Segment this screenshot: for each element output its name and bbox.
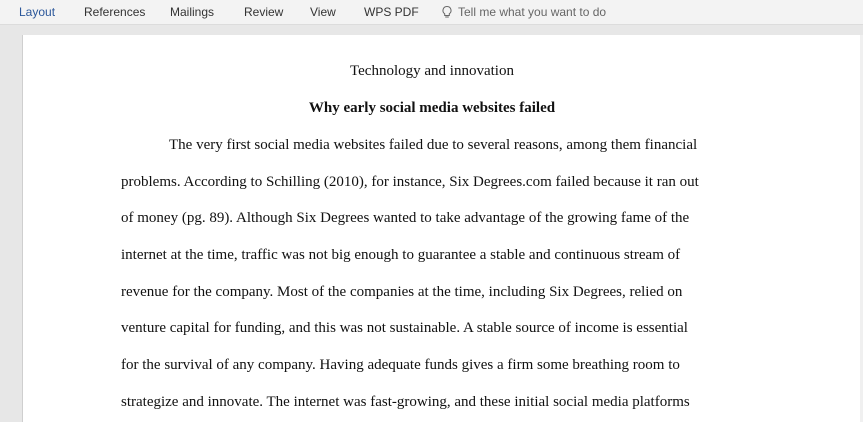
- tab-view[interactable]: View: [310, 5, 336, 19]
- document-title: Technology and innovation: [350, 63, 514, 79]
- tell-me-text: Tell me what you want to do: [458, 5, 607, 19]
- section-heading: Why early social media websites failed: [308, 100, 556, 116]
- page-edge: [22, 35, 23, 422]
- tell-me-search[interactable]: [440, 5, 606, 19]
- tab-references[interactable]: References: [84, 5, 146, 19]
- tab-review[interactable]: Review: [244, 5, 284, 19]
- tab-layout[interactable]: Layout: [19, 5, 56, 19]
- paragraph-line: strategize and innovate. The internet was fast-growing, and these initial social media platforms: [121, 394, 690, 410]
- paragraph-line: problems. According to Schilling (2010), for instance, Six Degrees.com failed because it ran out: [121, 174, 699, 190]
- tab-wps-pdf[interactable]: WPS PDF: [364, 5, 419, 19]
- paragraph-line: for the survival of any company. Having adequate funds gives a firm some breathing room to: [121, 357, 680, 373]
- lightbulb-icon: [440, 5, 454, 19]
- paragraph-line: revenue for the company. Most of the companies at the time, including Six Degrees, relied on: [121, 284, 683, 300]
- paragraph-line: internet at the time, traffic was not big enough to guarantee a stable and continuous stream of: [121, 247, 681, 263]
- tab-mailings[interactable]: Mailings: [170, 5, 215, 19]
- ribbon-tab-bar: [0, 0, 863, 25]
- paragraph-line: of money (pg. 89). Although Six Degrees wanted to take advantage of the growing fame of the: [121, 210, 690, 226]
- paragraph-line: venture capital for funding, and this was not sustainable. A stable source of income is essential: [121, 320, 688, 336]
- paragraph-line: The very first social media websites failed due to several reasons, among them financial: [169, 137, 698, 153]
